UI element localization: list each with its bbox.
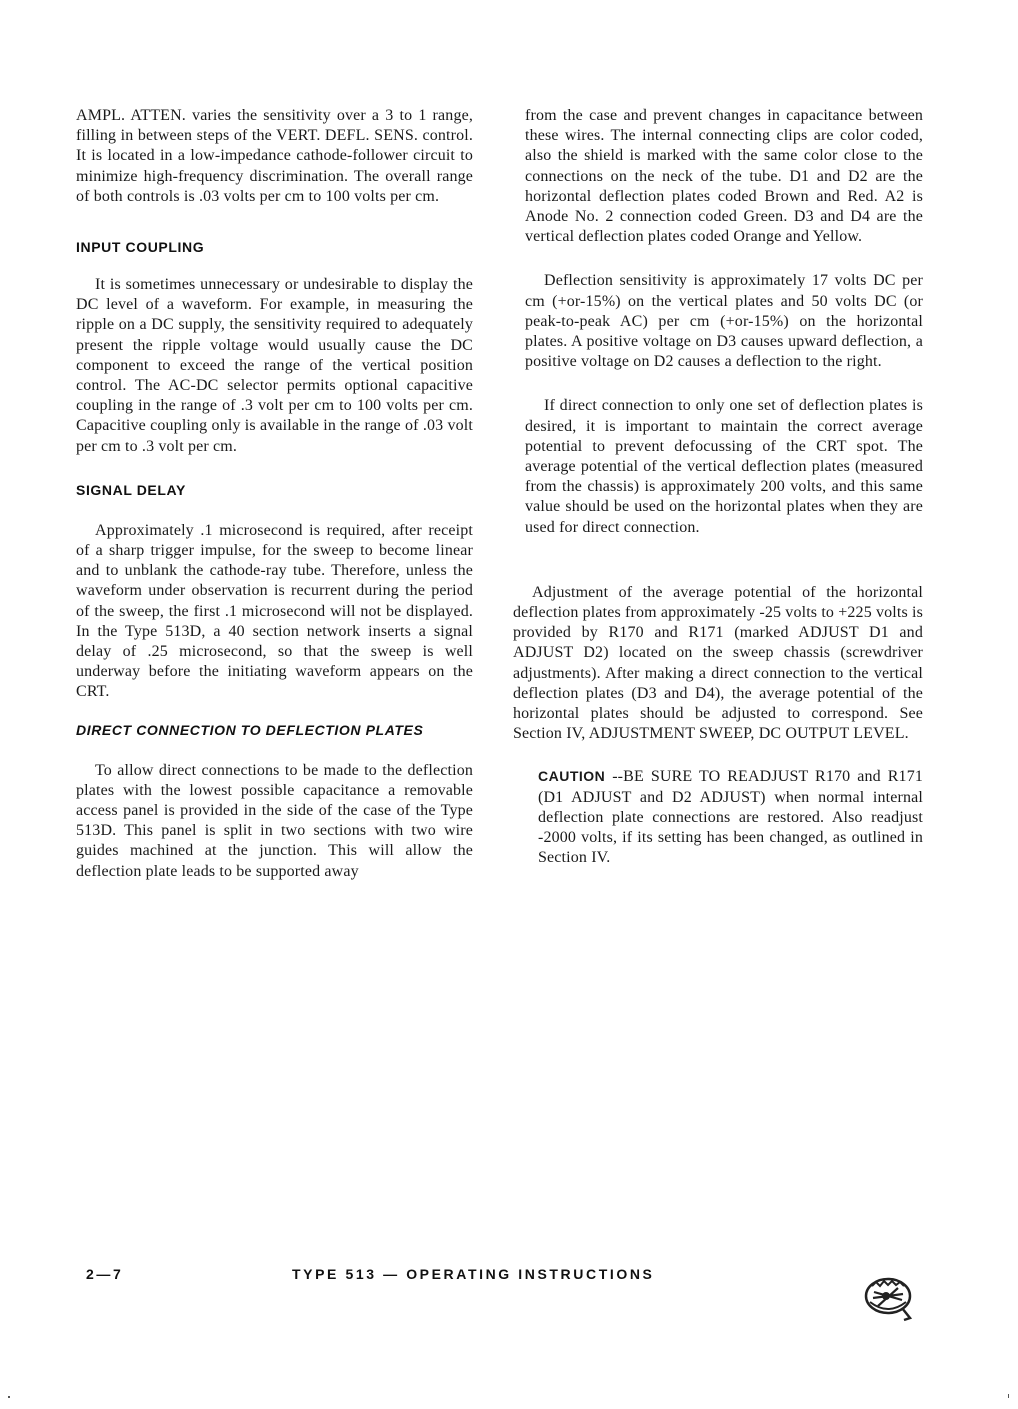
signal-delay-paragraph: Approximately .1 microsecond is required, after receipt of a sharp trigger impulse, for the sweep to become linear and to unblank the cathode-ray tube. Therefore, unless the waveform under observation is recurrent during the period of the sweep, the first .1 microsecond will not be displayed. In the Type 513D, a 40 section network inserts a signal delay of .25 microsecond, so that the sweep is well underway before the initiating waveform appears on the CRT. [76,521,473,701]
average-potential-paragraph: If direct connection to only one set of deflection plates is desired, it is important to maintain the correct average potential to prevent defocussing of the CRT spot. The average potential of the vertical deflection plates (measured from the chassis) is approximately 200 volts, and this same value should be used on the horizontal plates when they are used for direct connection. [525,397,923,536]
caution-paragraph [513,766,923,868]
caution-label: CAUTION [538,768,606,785]
right-column [513,106,923,869]
adjustment-paragraph: Adjustment of the average potential of the horizontal deflection plates from approximately -25 volts to +225 volts is provided by R170 and R171 (marked ADJUST D1 and ADJUST D2) located on the sweep chassis (screwdriver adjustments). After making a direct connection to the vertical deflection plates (D3 and D4), the average potential of the horizontal plates should be adjusted to correspond. See Section IV, ADJUSTMENT SWEEP, DC OUTPUT LEVEL. [513,583,923,743]
input-coupling-heading: INPUT COUPLING [76,239,205,256]
footer-title: TYPE 513 — OPERATING INSTRUCTIONS [292,1266,655,1282]
scan-speck [1008,1394,1009,1398]
scan-speck [8,1396,10,1398]
sensitivity-paragraph: Deflection sensitivity is approximately 17 volts DC per cm (+or-15%) on the vertical plates and 50 volts DC (or peak-to-peak AC) per cm (+or-15%) on the horizontal plates. A positive voltage on D3 causes upward deflection, a positive voltage on D2 causes a deflection to the right. [525,272,923,371]
input-coupling-paragraph: It is sometimes unnecessary or undesirable to display the DC level of a waveform. For example, in measuring the ripple on a DC supply, the sensitivity required to adequately present the ripple voltage would usually cause the DC component to exceed the range of the vertical position control. The AC-DC selector permits optional capacitive coupling in the range of .3 volt per cm to 100 volts per cm. Capacitive coupling only is available in the range of .03 volt per cm to .3 volt per cm. [76,276,473,455]
tektronix-logo-icon [858,1272,918,1324]
direct-connection-heading: DIRECT CONNECTION TO DEFLECTION PLATES [76,721,424,738]
direct-connection-paragraph: To allow direct connections to be made to the deflection plates with the lowest possible capacitance a removable access panel is provided in the side of the case of the Type 513D. This panel is split in two sections with two wire guides machined at the junction. This will allow the deflection plate leads to be supported away [76,761,473,880]
signal-delay-heading: SIGNAL DELAY [76,481,186,498]
intro-paragraph: AMPL. ATTEN. varies the sensitivity over a 3 to 1 range, filling in between steps of the VERT. DEFL. SENS. control. It is located in a low-impedance cathode-follower circuit to minimize high-frequency discrimination. The overall range of both controls is .03 volts per cm to 100 volts per cm. [76,107,473,205]
continued-paragraph: from the case and prevent changes in capacitance between these wires. The internal connecting clips are color coded, also the shield is marked with the same color close to the connections on the neck of the tube. D1 and D2 are the horizontal deflection plates coded Brown and Red. A2 is Anode No. 2 connection coded Green. D3 and D4 are the vertical deflection plates coded Orange and Yellow. [525,107,923,246]
caution-text: --BE SURE TO READJUST R170 and R171 (D1 ADJUST and D2 ADJUST) when normal internal deflection plate connections are restored. Also readjust -2000 volts, if its setting has been changed, as outlined in Section IV. [538,768,923,867]
page-number: 2—7 [86,1266,124,1282]
left-column [76,106,473,882]
